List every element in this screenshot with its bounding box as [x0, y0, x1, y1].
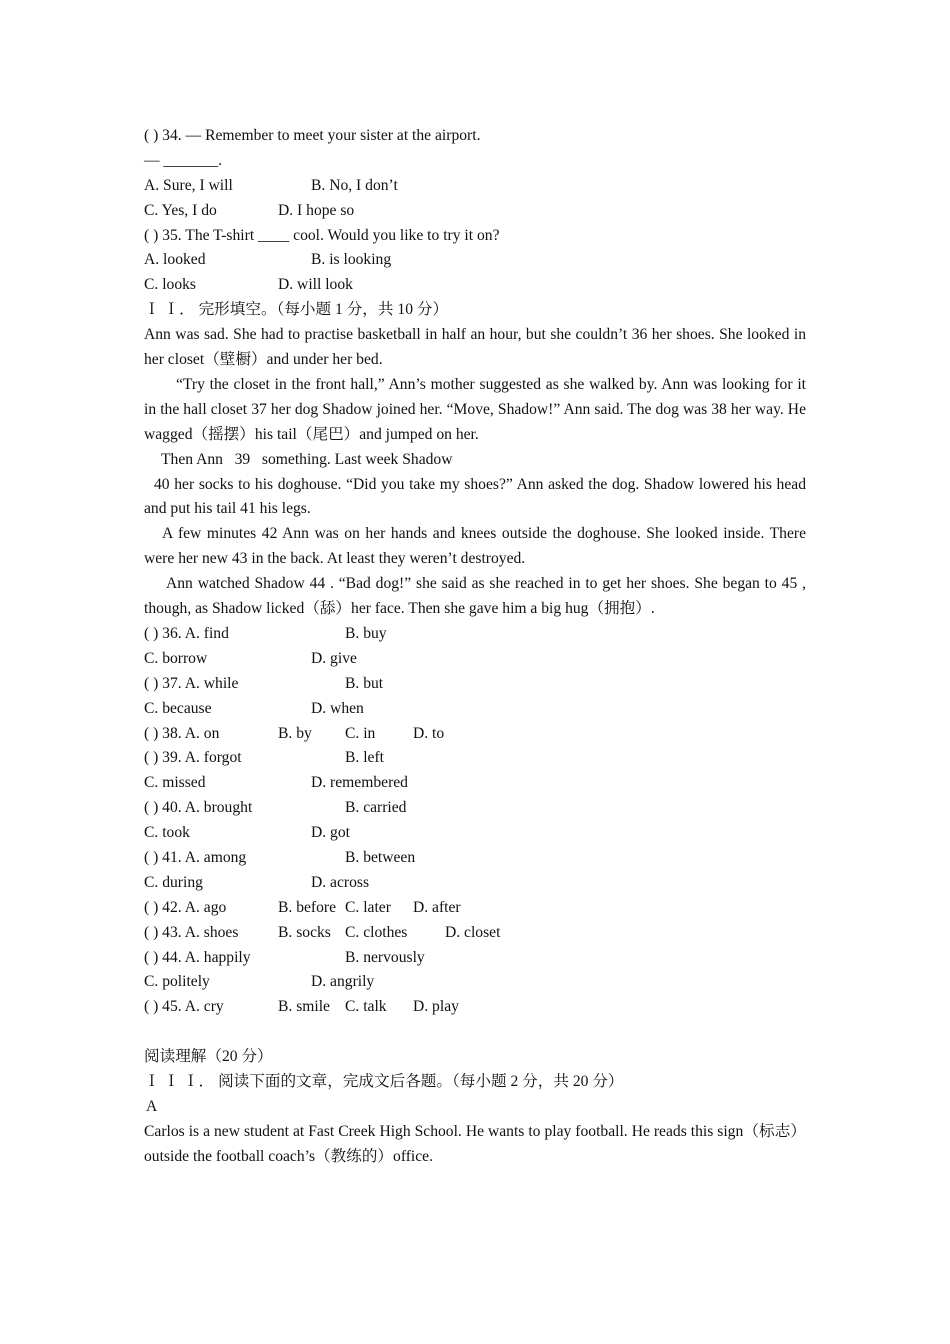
- question-39-row-2: [144, 771, 806, 796]
- cloze-paragraph-3-line-2: 40 her socks to his doghouse. “Did you take my shoes?” Ann asked the dog. Shadow lowered his head and put his tail 41 his legs.: [144, 475, 806, 518]
- question-34-options-ab: [144, 174, 806, 199]
- question-45-stem: ( ) 45. A. cry: [144, 998, 224, 1016]
- option-c: C. clothes: [345, 923, 408, 941]
- option-d: D. to: [413, 724, 445, 742]
- cloze-paragraph-1: Ann was sad. She had to practise basketball in half an hour, but she couldn’t 36 her shoes. She looked in her closet（壁橱）and under her bed.: [144, 326, 806, 369]
- option-b: B. No, I don’t: [311, 176, 398, 194]
- question-41-row-2: [144, 871, 806, 896]
- section-2-heading: Ｉ Ｉ． 完形填空。（每小题 1 分，共 10 分）: [144, 301, 449, 319]
- question-37-row-2: [144, 697, 806, 722]
- question-42-stem: ( ) 42. A. ago: [144, 898, 227, 916]
- question-38-stem: ( ) 38. A. on: [144, 724, 220, 742]
- cloze-paragraph-4: A few minutes 42 Ann was on her hands and knees outside the doghouse. She looked inside. There were her new 43 in the back. At least they weren’t destroyed.: [144, 525, 806, 568]
- question-43-stem: ( ) 43. A. shoes: [144, 923, 239, 941]
- option-b: B. between: [345, 849, 416, 866]
- question-41-stem: ( ) 41. A. among: [144, 849, 247, 866]
- question-36-stem: ( ) 36. A. find: [144, 624, 229, 642]
- section-3-heading: Ｉ Ｉ Ｉ． 阅读下面的文章，完成文后各题。（每小题 2 分，共 20 分）: [144, 1073, 624, 1091]
- option-b: B. carried: [345, 799, 407, 817]
- spacer: [144, 1020, 806, 1045]
- question-35-options-cd: [144, 273, 806, 298]
- question-38-row: [144, 722, 806, 747]
- question-43-row: [144, 921, 806, 946]
- option-d: D. got: [311, 824, 350, 842]
- question-34-options-cd: [144, 199, 806, 224]
- option-c: C. took: [144, 824, 190, 842]
- question-44-stem: ( ) 44. A. happily: [144, 948, 251, 966]
- option-c: C. Yes, I do: [144, 201, 217, 219]
- option-a: A. Sure, I will: [144, 176, 233, 194]
- option-b: B. smile: [278, 998, 330, 1016]
- question-37-stem: ( ) 37. A. while: [144, 674, 239, 692]
- option-d: D. angrily: [311, 973, 375, 991]
- question-39-stem: ( ) 39. A. forgot: [144, 749, 242, 767]
- option-d: D. I hope so: [278, 201, 355, 219]
- option-c: C. politely: [144, 973, 210, 991]
- question-40-row-2: [144, 821, 806, 846]
- question-34-reply: — _______.: [144, 151, 222, 169]
- option-b: B. left: [345, 749, 384, 767]
- question-42-row: [144, 896, 806, 921]
- option-b: B. before: [278, 898, 337, 916]
- reading-heading: 阅读理解（20 分）: [144, 1048, 273, 1066]
- option-b: B. socks: [278, 923, 331, 941]
- option-b: B. by: [278, 724, 312, 742]
- question-37-row-1: [144, 672, 806, 697]
- exam-page: [144, 124, 806, 1170]
- cloze-paragraph-2: “Try the closet in the front hall,” Ann’s mother suggested as she walked by. Ann was looking for it in the hall closet 37 her dog Shadow joined her. “Move, Shadow!” Ann said. The dog was 38 her way. He wagged（摇摆）his tail（尾巴）and jumped on her.: [144, 375, 806, 443]
- question-44-row-1: [144, 946, 806, 971]
- option-c: C. in: [345, 724, 376, 742]
- option-b: B. is looking: [311, 251, 392, 269]
- option-c: C. because: [144, 699, 212, 717]
- question-36-row-1: [144, 622, 806, 647]
- option-d: D. play: [413, 998, 459, 1016]
- option-d: D. will look: [278, 276, 353, 294]
- option-c: C. missed: [144, 774, 206, 792]
- option-b: B. but: [345, 674, 384, 692]
- question-39-row-1: [144, 746, 806, 771]
- option-d: D. remembered: [311, 774, 408, 792]
- option-d: D. when: [311, 699, 364, 717]
- option-d: D. closet: [445, 923, 501, 941]
- option-c: C. looks: [144, 276, 196, 294]
- option-d: D. give: [311, 649, 357, 667]
- question-36-row-2: [144, 647, 806, 672]
- option-b: B. buy: [345, 624, 387, 642]
- question-34-stem: ( ) 34. — Remember to meet your sister at the airport.: [144, 127, 481, 144]
- question-35-stem: ( ) 35. The T-shirt ____ cool. Would you like to try it on?: [144, 226, 500, 244]
- option-c: C. talk: [345, 998, 387, 1016]
- question-40-row-1: [144, 796, 806, 821]
- option-b: B. nervously: [345, 948, 425, 966]
- option-d: D. after: [413, 898, 461, 916]
- question-44-row-2: [144, 970, 806, 995]
- cloze-paragraph-5: Ann watched Shadow 44 . “Bad dog!” she said as she reached in to get her shoes. She began to 45 , though, as Shadow licked（舔）her face. Then she gave him a big hug（拥抱）.: [144, 575, 806, 618]
- option-a: A. looked: [144, 251, 206, 269]
- question-41-row-1: [144, 846, 806, 871]
- option-d: D. across: [311, 873, 370, 891]
- part-a-label: A: [146, 1097, 158, 1115]
- question-45-row: [144, 995, 806, 1020]
- cloze-paragraph-3-line-1: Then Ann 39 something. Last week Shadow: [161, 450, 453, 468]
- question-40-stem: ( ) 40. A. brought: [144, 799, 253, 817]
- option-c: C. later: [345, 898, 391, 916]
- reading-passage-a: Carlos is a new student at Fast Creek High School. He wants to play football. He reads this sign（标志）outside the football coach’s（教练的）office.: [144, 1122, 806, 1165]
- option-c: C. borrow: [144, 649, 208, 667]
- question-35-options-ab: [144, 248, 806, 273]
- option-c: C. during: [144, 873, 203, 891]
